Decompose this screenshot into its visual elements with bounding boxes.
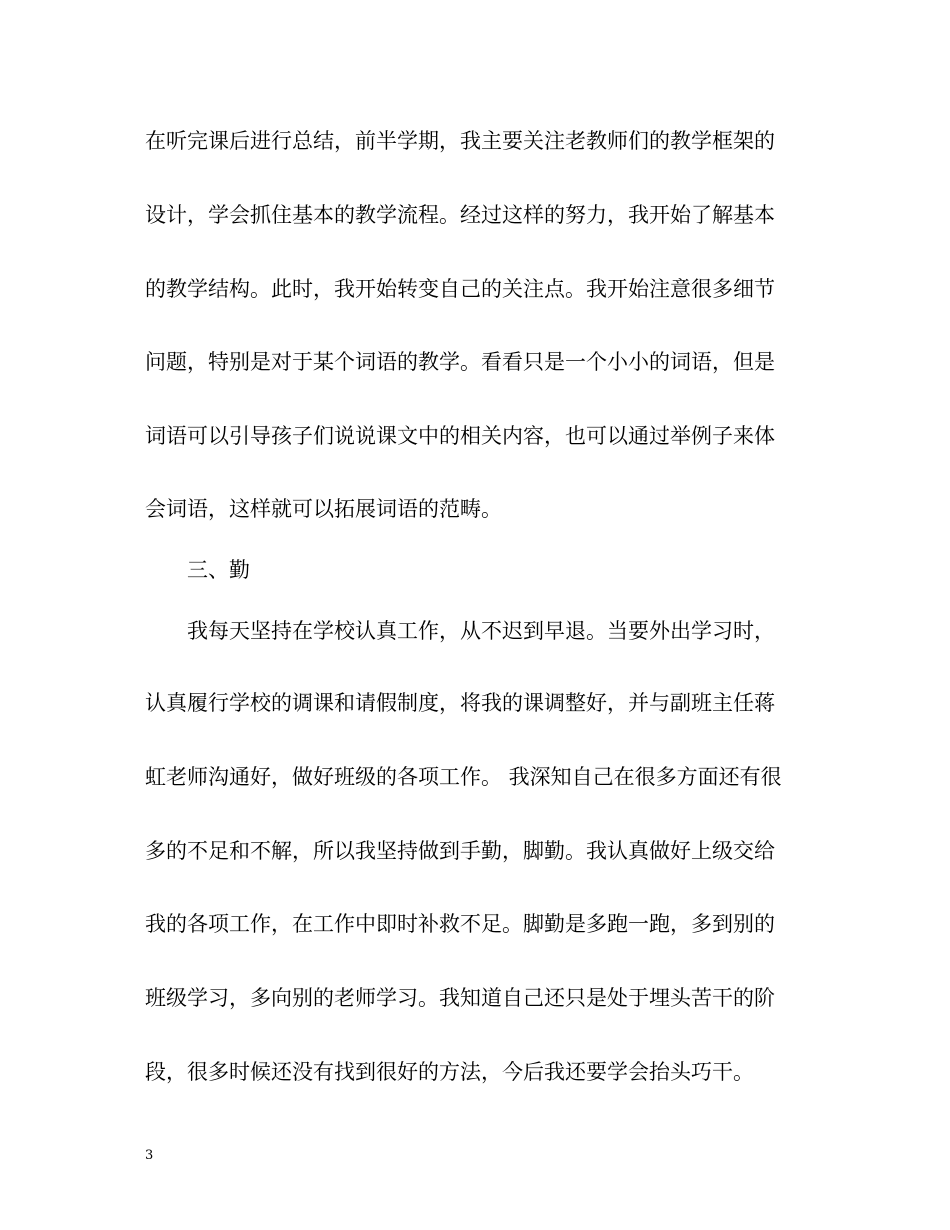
paragraph-line: 在听完课后进行总结，前半学期，我主要关注老教师们的教学框架的 — [145, 129, 775, 153]
paragraph-line: 虹老师沟通好，做好班级的各项工作。 我深知自己在很多方面还有很 — [145, 765, 782, 789]
paragraph-line: 会词语，这样就可以拓展词语的范畴。 — [145, 497, 502, 521]
section-heading: 三、勤 — [187, 558, 250, 582]
paragraph-line: 段，很多时候还没有找到很好的方法，今后我还要学会抬头巧干。 — [145, 1060, 754, 1084]
paragraph-line: 多的不足和不解，所以我坚持做到手勤，脚勤。我认真做好上级交给 — [145, 839, 775, 863]
paragraph-line: 设计，学会抓住基本的教学流程。经过这样的努力，我开始了解基本 — [145, 203, 775, 227]
page-number: 3 — [145, 1148, 154, 1163]
paragraph-line: 的教学结构。此时，我开始转变自己的关注点。我开始注意很多细节 — [145, 277, 775, 301]
paragraph-line: 认真履行学校的调课和请假制度，将我的课调整好，并与副班主任蒋 — [145, 691, 775, 715]
paragraph-line: 我的各项工作，在工作中即时补救不足。脚勤是多跑一跑，多到别的 — [145, 912, 775, 936]
paragraph-line: 词语可以引导孩子们说说课文中的相关内容，也可以通过举例子来体 — [145, 424, 775, 448]
paragraph-line: 问题，特别是对于某个词语的教学。看看只是一个小小的词语，但是 — [145, 350, 775, 374]
paragraph-line: 我每天坚持在学校认真工作，从不迟到早退。当要外出学习时， — [187, 619, 775, 643]
paragraph-line: 班级学习，多向别的老师学习。我知道自己还只是处于埋头苦干的阶 — [145, 986, 775, 1010]
